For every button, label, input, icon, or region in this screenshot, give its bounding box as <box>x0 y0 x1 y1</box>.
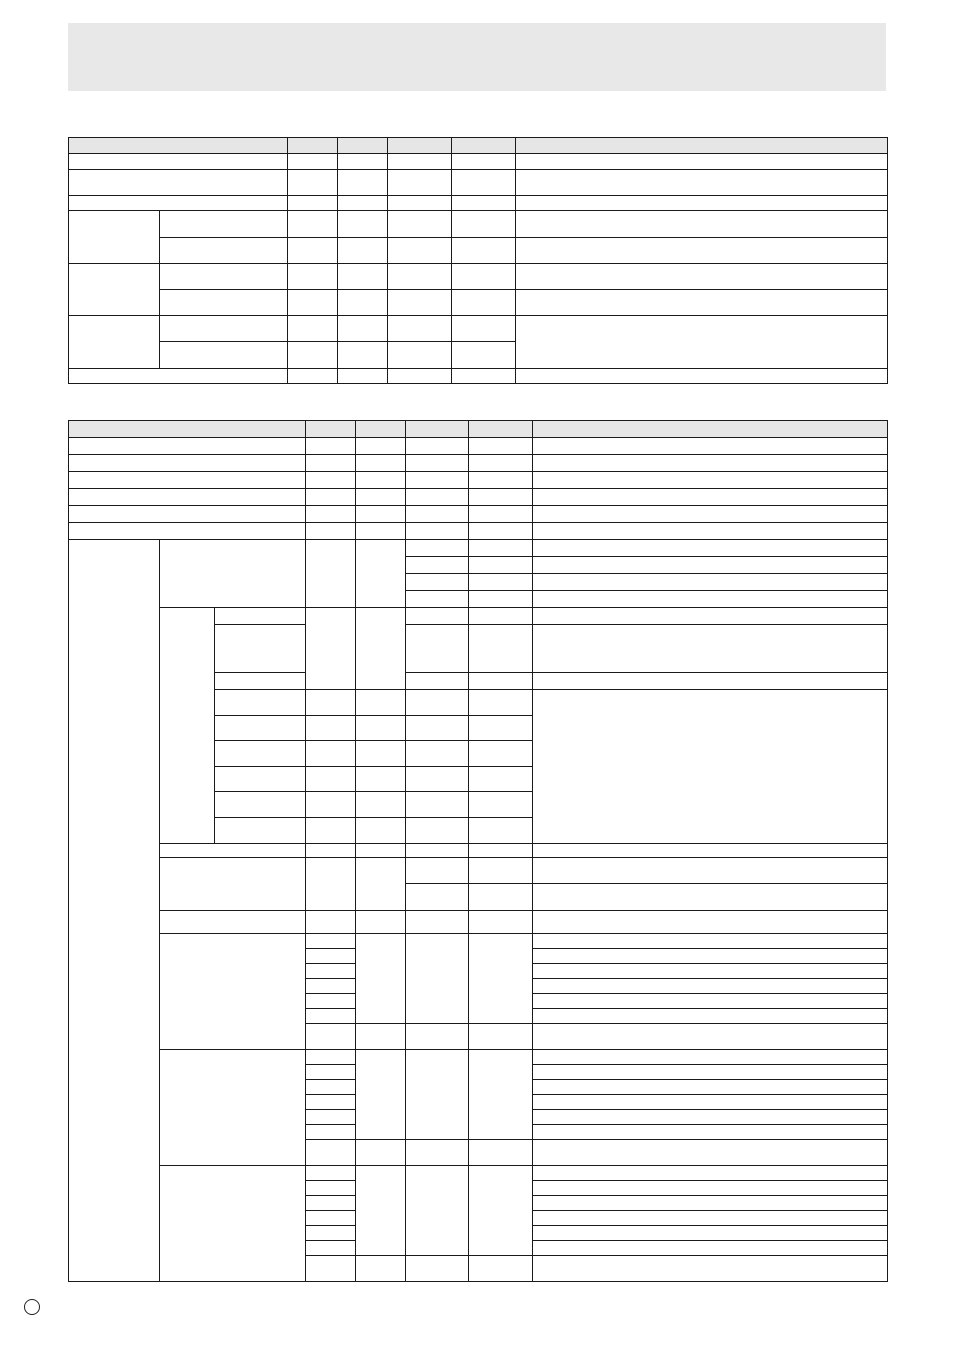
table-header-row <box>69 138 888 154</box>
table-cell <box>452 342 516 369</box>
table-cell <box>356 1166 406 1256</box>
table-cell <box>406 438 469 455</box>
table-cell <box>469 1166 533 1256</box>
table-cell <box>388 290 452 316</box>
header-cell <box>452 138 516 154</box>
table-header-row <box>69 421 888 438</box>
table-cell <box>469 844 533 858</box>
table-cell <box>306 994 356 1009</box>
table-cell <box>388 238 452 264</box>
table-cell <box>306 506 356 523</box>
table-cell <box>452 316 516 342</box>
table-cell <box>533 884 888 911</box>
table-cell <box>469 673 533 690</box>
table-cell <box>406 1256 469 1282</box>
header-cell <box>516 138 888 154</box>
group-cell <box>69 540 160 1282</box>
table-cell <box>533 949 888 964</box>
table-cell <box>69 170 288 196</box>
table-cell <box>452 264 516 290</box>
table-cell <box>338 342 388 369</box>
table-cell <box>356 438 406 455</box>
table-cell <box>516 316 888 369</box>
table-cell <box>306 934 356 949</box>
table-row <box>69 934 888 949</box>
table-cell <box>356 608 406 690</box>
table-cell <box>306 1140 356 1166</box>
table-cell <box>388 211 452 238</box>
table-cell <box>356 741 406 767</box>
table-cell <box>406 792 469 818</box>
table-cell <box>215 818 306 844</box>
table-cell <box>406 1166 469 1256</box>
table-cell <box>160 911 306 934</box>
table-row <box>69 196 888 211</box>
table-cell <box>69 455 306 472</box>
table-cell <box>533 673 888 690</box>
table-cell <box>533 506 888 523</box>
table-cell <box>516 170 888 196</box>
table-cell <box>356 1256 406 1282</box>
table-cell <box>533 1009 888 1024</box>
table-row <box>69 211 888 238</box>
table-cell <box>306 540 356 608</box>
table-cell <box>406 673 469 690</box>
table-cell <box>288 342 338 369</box>
table-cell <box>356 455 406 472</box>
table-cell <box>288 316 338 342</box>
table-cell <box>533 438 888 455</box>
table-cell <box>469 858 533 884</box>
header-cell <box>69 421 306 438</box>
header-cell <box>406 421 469 438</box>
table-cell <box>356 1140 406 1166</box>
table-cell <box>406 557 469 574</box>
table-cell <box>306 1211 356 1226</box>
table-row <box>69 489 888 506</box>
subgroup-cell <box>160 540 306 608</box>
table-cell <box>469 792 533 818</box>
table-cell <box>533 1196 888 1211</box>
table-cell <box>215 690 306 716</box>
table-cell <box>533 472 888 489</box>
table-cell <box>356 489 406 506</box>
table-cell <box>306 949 356 964</box>
table-cell <box>533 625 888 673</box>
table-cell <box>338 369 388 384</box>
table-cell <box>306 1080 356 1095</box>
table-cell <box>469 608 533 625</box>
table-cell <box>288 369 338 384</box>
table-cell <box>533 1241 888 1256</box>
table-cell <box>356 858 406 911</box>
table-cell <box>388 264 452 290</box>
table-cell <box>356 690 406 716</box>
table-cell <box>533 690 888 844</box>
table-cell <box>469 557 533 574</box>
table-cell <box>338 211 388 238</box>
table-row <box>69 238 888 264</box>
subgroup-cell <box>160 934 306 1050</box>
header-cell <box>469 421 533 438</box>
table-cell <box>469 1140 533 1166</box>
table-cell <box>516 238 888 264</box>
table-cell <box>406 741 469 767</box>
table-cell <box>533 1024 888 1050</box>
table-cell <box>215 767 306 792</box>
subgroup-cell <box>160 858 306 911</box>
table-cell <box>406 540 469 557</box>
table-cell <box>306 767 356 792</box>
table-cell <box>406 1140 469 1166</box>
table-cell <box>388 342 452 369</box>
subgroup-cell <box>160 608 215 844</box>
table-cell <box>306 1125 356 1140</box>
table-cell <box>69 438 306 455</box>
table-cell <box>516 154 888 170</box>
table-cell <box>406 472 469 489</box>
table-cell <box>306 1065 356 1080</box>
table-cell <box>338 196 388 211</box>
table-cell <box>356 1050 406 1140</box>
table-cell <box>306 792 356 818</box>
table-cell <box>469 716 533 741</box>
table-cell <box>215 673 306 690</box>
table-cell <box>533 1256 888 1282</box>
header-cell <box>69 138 288 154</box>
table-cell <box>306 1024 356 1050</box>
table-cell <box>306 858 356 911</box>
table-cell <box>69 489 306 506</box>
table-cell <box>533 540 888 557</box>
table-row <box>69 290 888 316</box>
table-cell <box>533 523 888 540</box>
table-cell <box>160 844 306 858</box>
table-cell <box>338 290 388 316</box>
table-cell <box>516 211 888 238</box>
table-cell <box>469 690 533 716</box>
table-cell <box>306 1110 356 1125</box>
table-cell <box>469 884 533 911</box>
table-cell <box>406 506 469 523</box>
table-row <box>69 455 888 472</box>
table-cell <box>306 979 356 994</box>
page-header-banner <box>68 23 886 91</box>
table-cell <box>406 767 469 792</box>
table-cell <box>356 1024 406 1050</box>
table-cell <box>406 523 469 540</box>
table-cell <box>356 523 406 540</box>
table-cell <box>516 196 888 211</box>
table-cell <box>306 608 356 690</box>
table-cell <box>356 767 406 792</box>
table-cell <box>406 1024 469 1050</box>
table-cell <box>469 1050 533 1140</box>
table-cell <box>306 690 356 716</box>
table-cell <box>288 170 338 196</box>
table-cell <box>469 455 533 472</box>
table-cell <box>406 818 469 844</box>
table-cell <box>215 608 306 625</box>
table-cell <box>452 170 516 196</box>
command-table-1 <box>68 137 888 384</box>
table-cell <box>306 1241 356 1256</box>
table-row <box>69 911 888 934</box>
table-cell <box>356 818 406 844</box>
table-cell <box>533 1050 888 1065</box>
table-cell <box>215 741 306 767</box>
table-cell <box>288 196 338 211</box>
subgroup-cell <box>160 1166 306 1282</box>
table-cell <box>452 211 516 238</box>
table-cell <box>533 1125 888 1140</box>
table-cell <box>406 911 469 934</box>
table-cell <box>406 591 469 608</box>
table-cell <box>306 1226 356 1241</box>
table-cell <box>69 154 288 170</box>
table-cell <box>338 316 388 342</box>
table-cell <box>356 472 406 489</box>
table-cell <box>533 1140 888 1166</box>
table-cell <box>356 934 406 1024</box>
table-cell <box>356 506 406 523</box>
page-number-marker <box>24 1299 40 1315</box>
table-cell <box>469 911 533 934</box>
table-cell <box>406 934 469 1024</box>
group-cell <box>69 264 160 316</box>
table-row <box>69 1050 888 1065</box>
table-cell <box>388 316 452 342</box>
table-cell <box>306 438 356 455</box>
table-cell <box>306 455 356 472</box>
table-cell <box>533 979 888 994</box>
table-cell <box>338 170 388 196</box>
table-cell <box>452 290 516 316</box>
table-cell <box>469 1024 533 1050</box>
table-cell <box>406 489 469 506</box>
table-cell <box>406 1050 469 1140</box>
table-cell <box>469 472 533 489</box>
table-cell <box>388 196 452 211</box>
table-cell <box>452 154 516 170</box>
table-cell <box>306 716 356 741</box>
header-cell <box>338 138 388 154</box>
table-cell <box>452 196 516 211</box>
table-cell <box>406 690 469 716</box>
table-cell <box>469 489 533 506</box>
table-cell <box>469 506 533 523</box>
header-cell <box>388 138 452 154</box>
table-row <box>69 608 888 625</box>
table-cell <box>356 911 406 934</box>
table-cell <box>533 858 888 884</box>
command-table-2 <box>68 420 888 1282</box>
table-cell <box>533 489 888 506</box>
table-cell <box>533 1110 888 1125</box>
table-cell <box>306 1196 356 1211</box>
table-row <box>69 154 888 170</box>
table-cell <box>69 523 306 540</box>
header-cell <box>533 421 888 438</box>
table-cell <box>306 1256 356 1282</box>
table-cell <box>533 1080 888 1095</box>
table-row <box>69 438 888 455</box>
table-cell <box>469 591 533 608</box>
table-cell <box>469 1256 533 1282</box>
header-cell <box>306 421 356 438</box>
table-row <box>69 540 888 557</box>
table-cell <box>388 369 452 384</box>
table-cell <box>533 608 888 625</box>
table-cell <box>306 1009 356 1024</box>
table-cell <box>469 934 533 1024</box>
table-cell <box>533 994 888 1009</box>
table-cell <box>406 574 469 591</box>
table-cell <box>288 264 338 290</box>
table-row <box>69 858 888 884</box>
table-row <box>69 472 888 489</box>
table-cell <box>306 964 356 979</box>
table-cell <box>452 369 516 384</box>
table-cell <box>356 540 406 608</box>
table-cell <box>469 523 533 540</box>
table-cell <box>533 964 888 979</box>
table-cell <box>160 342 288 369</box>
table-cell <box>306 1166 356 1181</box>
table-cell <box>338 264 388 290</box>
table-cell <box>356 792 406 818</box>
table-cell <box>469 625 533 673</box>
group-cell <box>69 316 160 369</box>
table-cell <box>533 844 888 858</box>
table-cell <box>306 1181 356 1196</box>
table-cell <box>516 369 888 384</box>
table-cell <box>406 625 469 673</box>
table-cell <box>533 1181 888 1196</box>
table-cell <box>338 238 388 264</box>
table-cell <box>215 716 306 741</box>
table-cell <box>69 369 288 384</box>
table-cell <box>215 625 306 673</box>
table-cell <box>69 196 288 211</box>
table-cell <box>288 290 338 316</box>
table-cell <box>215 792 306 818</box>
table-cell <box>306 1050 356 1065</box>
table-cell <box>406 884 469 911</box>
table-cell <box>469 540 533 557</box>
table-cell <box>516 290 888 316</box>
table-cell <box>533 911 888 934</box>
table-cell <box>406 858 469 884</box>
table-cell <box>69 506 306 523</box>
table-cell <box>69 472 306 489</box>
table-cell <box>306 818 356 844</box>
table-cell <box>306 844 356 858</box>
table-cell <box>406 455 469 472</box>
table-cell <box>306 911 356 934</box>
table-cell <box>160 290 288 316</box>
table-cell <box>533 1226 888 1241</box>
table-cell <box>533 591 888 608</box>
table-cell <box>516 264 888 290</box>
table-cell <box>160 238 288 264</box>
table-row <box>69 316 888 342</box>
table-cell <box>469 438 533 455</box>
table-row <box>69 506 888 523</box>
table-cell <box>160 316 288 342</box>
table-cell <box>306 489 356 506</box>
table-cell <box>356 716 406 741</box>
table-cell <box>306 1095 356 1110</box>
table-cell <box>306 741 356 767</box>
table-cell <box>160 211 288 238</box>
group-cell <box>69 211 160 264</box>
table-cell <box>288 211 338 238</box>
header-cell <box>288 138 338 154</box>
table-cell <box>533 1065 888 1080</box>
table-cell <box>356 844 406 858</box>
table-cell <box>469 574 533 591</box>
table-cell <box>469 741 533 767</box>
table-cell <box>533 1166 888 1181</box>
table-cell <box>306 472 356 489</box>
table-cell <box>338 154 388 170</box>
table-cell <box>533 934 888 949</box>
table-row <box>69 264 888 290</box>
table-row <box>69 523 888 540</box>
subgroup-cell <box>160 1050 306 1166</box>
table-cell <box>469 818 533 844</box>
table-cell <box>160 264 288 290</box>
table-cell <box>452 238 516 264</box>
table-cell <box>288 154 338 170</box>
table-cell <box>533 455 888 472</box>
table-cell <box>388 154 452 170</box>
table-cell <box>406 844 469 858</box>
table-cell <box>533 1211 888 1226</box>
table-row <box>69 170 888 196</box>
table-cell <box>533 1095 888 1110</box>
table-cell <box>288 238 338 264</box>
table-cell <box>406 608 469 625</box>
table-cell <box>533 557 888 574</box>
table-row <box>69 1166 888 1181</box>
table-cell <box>306 523 356 540</box>
header-cell <box>356 421 406 438</box>
table-cell <box>533 574 888 591</box>
table-cell <box>388 170 452 196</box>
table-cell <box>469 767 533 792</box>
table-cell <box>406 716 469 741</box>
table-row <box>69 844 888 858</box>
table-row <box>69 369 888 384</box>
